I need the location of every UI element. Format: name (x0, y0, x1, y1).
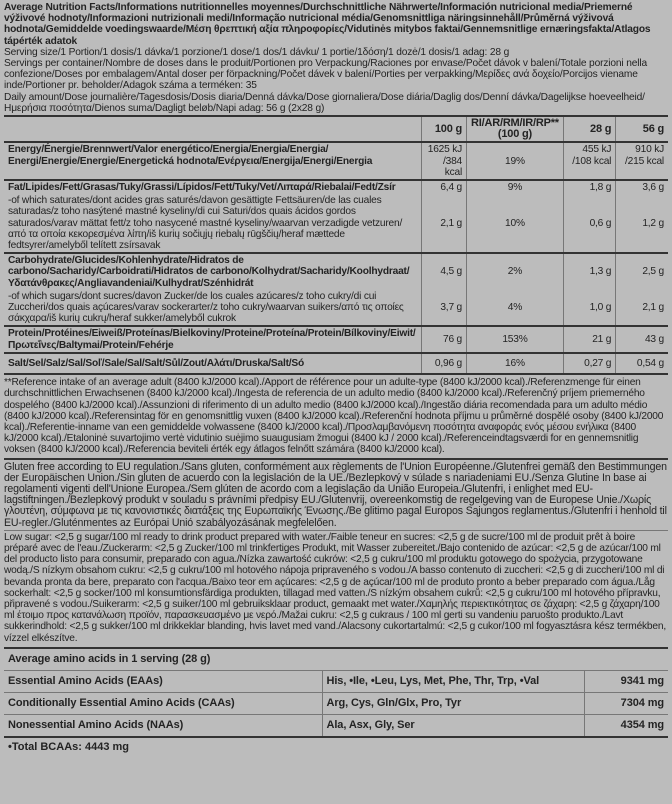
protein-56g: 43 g (616, 326, 668, 352)
sugars-row (4, 290, 668, 327)
amino-acids: His, •Ile, •Leu, Lys, Met, Phe, Thr, Trp, •Val (322, 670, 584, 692)
saturates-ri: 10% (467, 194, 564, 253)
nutrition-title: Average Nutrition Facts/Informations nutritionnelles moyennes/Durchschnittliche Nährwerte/Información nutricional media/Priemerné výživové hodnoty/Informazioni nutrizionali medi/Informação nutricional média/Genomsnittliga näringsinnehåll/Průměrná výživová hodnota/Gemiddelde voedingswaarde/Μέση θρεπτική αξία πληροφορίες/Vidutinės mitybos faktai/Gennemsnitlige ernæringsfakta/Atlagos tápérték adatok (4, 2, 651, 47)
carbs-ri: 2% (467, 253, 564, 290)
sugars-100g: 3,7 g (421, 290, 466, 327)
sugars-label: -of which sugars/dont sucres/davon Zucker/de los cuales azúcares/z toho cukry/di cui Zuccheri/dos quais açúcares/varav sockerarter/z toho cukry/waarvan suikers/από τις οποίες σάκχαρα/iš kurių cukrų/heraf sukker/amelyből cukrok (8, 290, 404, 325)
total-bcaa: •Total BCAAs: 4443 mg (8, 740, 130, 753)
fat-row (4, 180, 668, 194)
amino-acid-table (4, 647, 668, 738)
carbs-28g: 1,3 g (563, 253, 615, 290)
salt-row (4, 353, 668, 373)
col-100g: 100 g (421, 116, 466, 142)
salt-ri: 16% (467, 353, 564, 373)
sugars-ri: 4% (467, 290, 564, 327)
fat-label: Fat/Lipides/Fett/Grasas/Tuky/Grassi/Lípidos/Fett/Tuky/Vet/Λιπαρά/Riebalai/Fedt/Zsír (4, 180, 421, 194)
energy-56g: 910 kJ /215 kcal (616, 142, 668, 180)
saturates-100g: 2,1 g (421, 194, 466, 253)
gluten-free-statement: Gluten free according to EU regulation./Sans gluten, conformément aux règlements de l'Union Européenne./Glutenfrei gemäß den Bestimmungen der Europäischen Union./Sin gluten de acuerdo con la legislación de la UE./Bezlepkový v súlade s nariadeniami EU./Senza Glutine In base ai regolamenti vigenti dell'Unione Europea./Sem glúten de acordo com a legislação da União Europeia./Glutenfri, i enlighet med EU-lagstiftningen./Bezlepkový produkt v souladu s právními předpisy EU./Glutenvrij, overeenkomstig de regelgeving van de Europese Unie./Χωρίς γλουτένη, σύμφωνα με τις κανονιστικές διατάξεις της Ευρωπαϊκής Ένωσης./Be glitimo pagal Europos Sąjungos reglamentus./Glutenfri i henhold til EU-regler./Gluténmentes az Európai Unió szabályozásának megfelelően. (4, 458, 668, 529)
reference-intake-note: **Reference intake of an average adult (8400 kJ/2000 kcal)./Apport de référence pour un adulte-type (8400 kJ/2000 kcal)./Referenzmenge für einen durchschnittlichen Erwachsenen (8400 kJ/2000 kcal)./Ingesta de referencia de un adulto medio (8400 kJ/2000 kcal)./Referenčný príjem priemerného dospelého (8400 kJ/2000 kcal)./Assunzioni di riferimento di un adulto medio (8400 kJ/2000 kcal)./Ingestão diária recomendada para um adulto médio (8400 kJ/2000 kcal)./Referensintag för en genomsnittlig vuxen (8400 kJ/2000 kcal)./Referenční hodnota příjmu u průměrné dospělé osoby (8400 kJ/2000 kcal)./Referentie-inname van een gemiddelde volwassene (8400 kJ/2000 kcal)./Προσλαμβανόμενη ποσότητα αναφοράς ενός μέσου ενήλικα (8400 kJ/2000 kcal)./Etaloninė suvartojimo vertė vidutinio suėjimo suaugusiam žmogui (8400 kJ / 2000 kcal)./Referenceindtagsværdi for en gennemsnitlig voksen (8400 kJ/2000 kcal)./Referencia beviteli érték egy átlagos felnőtt számára (8400 kJ/2000 kcal). (4, 373, 668, 457)
nutrition-header-row (4, 116, 668, 142)
fat-28g: 1,8 g (563, 180, 615, 194)
nutrition-label (4, 0, 668, 756)
carbs-row (4, 253, 668, 290)
salt-28g: 0,27 g (563, 353, 615, 373)
amino-title: Average amino acids in 1 serving (28 g) (4, 648, 668, 671)
amino-row-eaa (4, 670, 668, 692)
amino-title-row (4, 648, 668, 671)
col-ri: RI/AR/RM/IR/RP** (100 g) (467, 116, 564, 142)
salt-56g: 0,54 g (616, 353, 668, 373)
protein-100g: 76 g (421, 326, 466, 352)
carbs-56g: 2,5 g (616, 253, 668, 290)
nutrition-table (4, 115, 668, 373)
protein-28g: 21 g (563, 326, 615, 352)
amino-label: Essential Amino Acids (EAAs) (4, 670, 322, 692)
energy-row (4, 142, 668, 180)
carbs-label: Carbohydrate/Glucides/Kohlenhydrate/Hidratos de carbono/Sacharidy/Carboidrati/Hidratos de carbono/Kolhydrat/Sacharidy/Koolhydraat/Υδατάνθρακες/Angliavandeniai/Kulhydrat/Szénhidrát (4, 253, 421, 290)
col-28g: 28 g (563, 116, 615, 142)
sugars-28g: 1,0 g (563, 290, 615, 327)
amino-acids: Arg, Cys, Gln/Glx, Pro, Tyr (322, 692, 584, 714)
fat-ri: 9% (467, 180, 564, 194)
energy-28g: 455 kJ /108 kcal (563, 142, 615, 180)
energy-ri: 19% (467, 142, 564, 180)
amino-amount: 7304 mg (584, 692, 668, 714)
label-header (4, 2, 668, 114)
saturates-28g: 0,6 g (563, 194, 615, 253)
col-56g: 56 g (616, 116, 668, 142)
fat-100g: 6,4 g (421, 180, 466, 194)
protein-ri: 153% (467, 326, 564, 352)
sugars-56g: 2,1 g (616, 290, 668, 327)
protein-label: Protein/Protéines/Eiweiß/Proteínas/Bielkoviny/Proteine/Proteína/Protein/Bílkoviny/Eiwit/Πρωτεΐνες/Baltymai/Protein/Fehérje (4, 326, 421, 352)
fat-56g: 3,6 g (616, 180, 668, 194)
energy-100g: 1625 kJ /384 kcal (421, 142, 466, 180)
amino-amount: 9341 mg (584, 670, 668, 692)
daily-amount: Daily amount/Dose journalière/Tagesdosis/Dosis diaria/Denná dávka/Dose giornaliera/Dose diária/Daglig dos/Denní dávka/Dagelijkse hoeveelheid/Ημερήσια ποσότητα/Dienos suma/Dagligt beløb/Napi adag: 56 g (2x28 g) (4, 91, 645, 114)
serving-size: Serving size/1 Portion/1 dosis/1 dávka/1 porzione/1 dose/1 dos/1 dávku/ 1 portie/1δόση/1 dozė/1 dosis/1 adag: 28 g (4, 46, 510, 58)
amino-row-caa (4, 692, 668, 714)
low-sugar-statement: Low sugar: <2,5 g sugar/100 ml ready to drink product prepared with water./Faible teneur en sucres: <2,5 g de sucre/100 ml de produit prêt à boire préparé avec de l'eau./Zuckerarm: <2,5 g Zucker/100 ml trinkfertiges Produkt, mit Wasser zubereitet./Bajo contenido de azúcar: <2,5 g de azúcar/100 ml del producto listo para consumir, preparado con agua./Nízka zawartość cukrów: <2,5 g cukru/100 ml produktu gotowego do spożycia, przygotowane wodą./S nízkym obsahom cukru: <2,5 g cukru/100 ml hotového nápoja pripraveného s vodou./A basso contenuto di zuccheri: <2,5 g di zuccheri/100 ml di bevanda pronta da bere, preparato con l'acqua./Baixo teor em açúcares: <2,5 g de açúcar/100 ml de produto pronto a beber preparado com água./Låg sockerhalt: <2,5 g socker/100 ml konsumtionsfärdiga produkten, tillagad med vatten./S nízkým obsahem cukrů: <2,5 g cukru/100 ml hotového přípravku, připravené s vodou./Suikerarm: <2,5 g suiker/100 ml gebruiksklaar product, gemaakt met water./Χαμηλής περιεκτικότητας σε ζάχαρη: <2,5 g ζάχαρη/100 ml έτοιμο προς κατανάλωση προϊόν, παρασκευασμένο με νερό./Mažai cukru: <2,5 g cukraus / 100 ml gerti su vandeniu paruošto produkto./Lavt sukkerindhold: <2,5 g sukker/100 ml drikkeklar blanding, hvis lavet med vand./Alacsony cukortartalmú: <2,5 g cukor/100 ml fogyasztásra kész termékben, vízzel elkészítve. (4, 530, 668, 644)
saturates-56g: 1,2 g (616, 194, 668, 253)
servings-per-container: Servings per container/Nombre de doses dans le produit/Portionen pro Verpackung/Raciones por envase/Počet dávok v balení/Totale porzioni nella confezione/Doses por embalagem/Antal doser per förpackning/Počet dávek v balení/Porties per verpakking/Μερίδες ανά δοχείο/Porcijos viename inde/Portioner pr. beholder/Adagok száma a terméken: 35 (4, 58, 647, 92)
amino-amount: 4354 mg (584, 714, 668, 737)
amino-acids: Ala, Asx, Gly, Ser (322, 714, 584, 737)
amino-label: Conditionally Essential Amino Acids (CAAs) (4, 692, 322, 714)
protein-row (4, 326, 668, 352)
saturates-label: -of which saturates/dont acides gras saturés/davon gesättigte Fettsäuren/de las cuales saturadas/z toho nasýtené mastné kyseliny/di cui Saturi/dos quais ácidos gordos saturados/varav mättat fett/z toho nasycené mastné kyseliny/waarvan verzadigde vetzuren/από τα οποία κεκορεσμένα λίπη/iš kurių sočiųjų riebalų rūgščių/heraf mættede fedtsyrer/amelyből telített zsírsavak (8, 195, 403, 252)
amino-row-naa (4, 714, 668, 737)
saturates-row (4, 194, 668, 253)
amino-label: Nonessential Amino Acids (NAAs) (4, 714, 322, 737)
energy-label: Energy/Énergie/Brennwert/Valor energético/Energia/Energia/Energia/ Energi/Energie/Energie/Energetická hodnota/Ενέργεια/Energija/Energi/Energia (4, 142, 421, 180)
carbs-100g: 4,5 g (421, 253, 466, 290)
salt-100g: 0,96 g (421, 353, 466, 373)
salt-label: Salt/Sel/Salz/Sal/Soľ/Sale/Sal/Salt/Sůl/Zout/Αλάτι/Druska/Salt/Só (4, 353, 421, 373)
